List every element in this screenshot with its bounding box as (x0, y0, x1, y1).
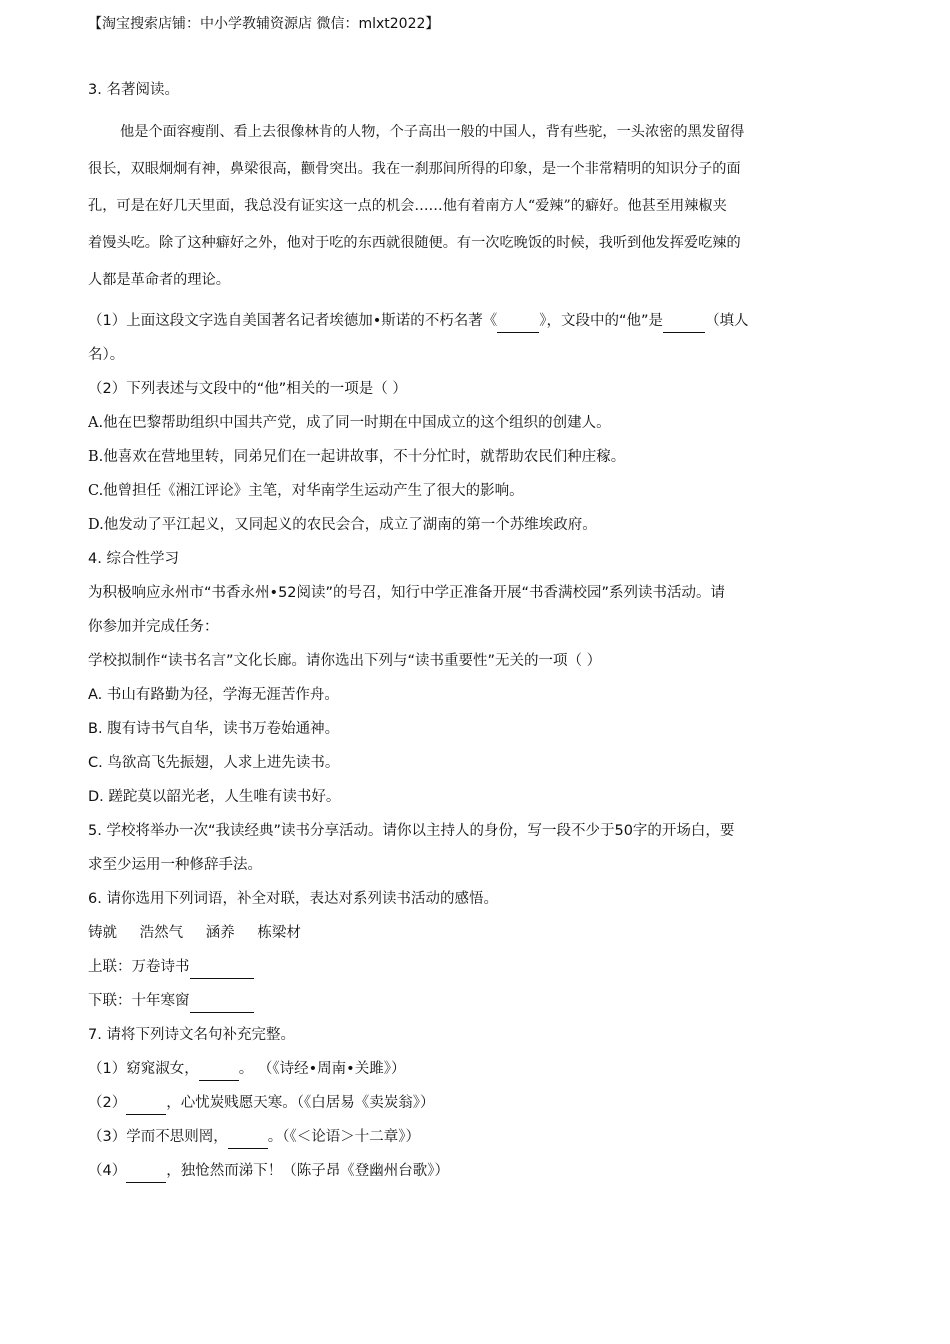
question-6-lower-line (88, 989, 860, 1013)
content-body (88, 78, 860, 1193)
question-3-option-d: D.他发动了平江起义，又同起义的农民会合，成立了湖南的第一个苏维埃政府。 (88, 517, 597, 533)
word-option: 浩然气 (139, 925, 184, 941)
item-3-suffix: 。（《＜论语＞十二章》） (267, 1129, 420, 1145)
word-option: 涵养 (205, 925, 235, 941)
question-6-upper-line (88, 955, 860, 979)
question-5-line-2: 求至少运用一种修辞手法。 (88, 857, 262, 873)
sub1-part3: （填人 (705, 313, 749, 329)
word-option: 铸就 (88, 925, 117, 941)
question-7-item-4 (88, 1159, 860, 1183)
question-4-intro-line-2: 你参加并完成任务： (88, 619, 219, 635)
passage-line: 孔，可是在好几天里面，我总没有证实这一点的机会……他有着南方人“爱辣”的癖好。他甚至用辣椒夹 (88, 198, 727, 214)
question-4-option-c: C. 鸟欲高飞先振翅，人求上进先读书。 (88, 755, 340, 771)
item-3-prefix: （3）学而不思则罔， (88, 1129, 228, 1145)
question-6-title: 6. 请你选用下列词语，补全对联，表达对系列读书活动的感悟。 (88, 891, 498, 907)
question-6-word-list (88, 921, 860, 945)
question-3-option-b: B.他喜欢在营地里转，同弟兄们在一起讲故事，不十分忙时，就帮助农民们种庄稼。 (88, 449, 626, 465)
question-3-sub-2-stem: （2）下列表述与文段中的“他”相关的一项是（ ） (88, 381, 407, 397)
item-2-suffix: ，心忧炭贱愿天寒。（《白居易《卖炭翁》） (166, 1095, 435, 1111)
question-3-option-c: C.他曾担任《湘江评论》主笔，对华南学生运动产生了很大的影响。 (88, 483, 524, 499)
reading-passage (88, 114, 860, 299)
question-4-title: 4. 综合性学习 (88, 551, 179, 567)
person-name-blank[interactable] (663, 316, 705, 333)
header-note: 【淘宝搜索店铺：中小学教辅资源店 微信：mlxt2022】 (88, 16, 440, 32)
item-4-prefix: （4） (88, 1163, 127, 1179)
upper-couplet-prefix: 上联：万卷诗书 (88, 959, 190, 975)
passage-line: 着馒头吃。除了这种癖好之外，他对于吃的东西就很随便。有一次吃晚饭的时候，我听到他发挥爱吃辣的 (88, 235, 741, 251)
lower-couplet-blank[interactable] (190, 996, 254, 1013)
book-title-blank[interactable] (497, 316, 539, 333)
question-7-item-2 (88, 1091, 860, 1115)
passage-line: 很长，双眼炯炯有神，鼻梁很高，颧骨突出。我在一刹那间所得的印象，是一个非常精明的知识分子的面 (88, 161, 741, 177)
question-7-title: 7. 请将下列诗文名句补充完整。 (88, 1027, 295, 1043)
question-7-item-1 (88, 1057, 860, 1081)
question-4-intro-line-1: 为积极响应永州市“书香永州•52阅读”的号召，知行中学正准备开展“书香满校园”系列读书活动。请 (88, 585, 726, 601)
item-2-blank[interactable] (126, 1098, 166, 1115)
question-3-sub-1-cont: 名）。 (88, 347, 125, 363)
item-4-suffix: ，独怆然而涕下！（陈子昂《登幽州台歌》） (166, 1163, 449, 1179)
question-4-stem: 学校拟制作“读书名言”文化长廊。请你选出下列与“读书重要性”无关的一项（ ） (88, 653, 602, 669)
item-3-blank[interactable] (228, 1132, 268, 1149)
upper-couplet-blank[interactable] (190, 962, 254, 979)
passage-line: 人都是革命者的理论。 (88, 272, 230, 288)
item-2-prefix: （2） (88, 1095, 127, 1111)
word-option: 栋梁材 (257, 925, 301, 941)
question-7-item-3 (88, 1125, 860, 1149)
sub1-part1: （1）上面这段文字选自美国著名记者埃德加•斯诺的不朽名著《 (88, 313, 498, 329)
item-1-suffix: 。 （《诗经•周南•关雎》） (238, 1061, 406, 1077)
item-1-prefix: （1）窈窕淑女， (88, 1061, 199, 1077)
question-3-sub-1 (88, 309, 860, 333)
question-5-line-1: 5. 学校将举办一次“我读经典”读书分享活动。请你以主持人的身份，写一段不少于50字的开场白，要 (88, 823, 735, 839)
question-4-option-a: A. 书山有路勤为径，学海无涯苦作舟。 (88, 687, 339, 703)
question-3-option-a: A.他在巴黎帮助组织中国共产党，成了同一时期在中国成立的这个组织的创建人。 (88, 415, 611, 431)
item-1-blank[interactable] (199, 1064, 239, 1081)
lower-couplet-prefix: 下联：十年寒窗 (88, 993, 190, 1009)
passage-line: 他是个面容瘦削、看上去很像林肯的人物，个子高出一般的中国人，背有些驼，一头浓密的黑发留得 (120, 124, 745, 140)
item-4-blank[interactable] (126, 1166, 166, 1183)
question-4-option-b: B. 腹有诗书气自华，读书万卷始通神。 (88, 721, 340, 737)
question-3-title: 3. 名著阅读。 (88, 82, 179, 98)
sub1-part2: 》，文段中的“他”是 (539, 313, 664, 329)
question-4-option-d: D. 蹉跎莫以韶光老，人生唯有读书好。 (88, 789, 341, 805)
